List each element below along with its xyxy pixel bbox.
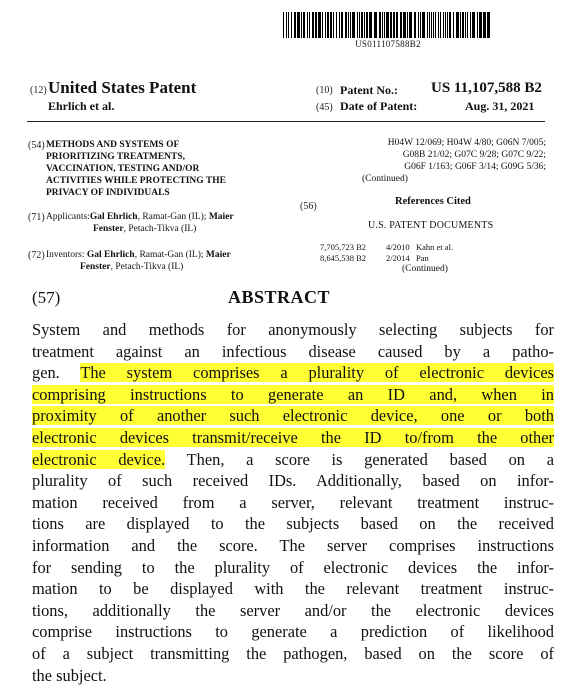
barcode-bar xyxy=(407,12,408,38)
barcode-bar xyxy=(309,12,310,38)
barcode-bar xyxy=(409,12,412,38)
ref-name: Kahn et al. xyxy=(416,242,454,252)
applicant-location: , Petach-Tikva (IL) xyxy=(123,224,197,234)
abstract-line xyxy=(32,449,554,471)
title-line: METHODS AND SYSTEMS OF xyxy=(46,140,180,150)
barcode-bar xyxy=(366,12,368,38)
barcode-bar xyxy=(294,12,296,38)
barcode-bar xyxy=(431,12,432,38)
barcode-bar xyxy=(330,12,332,38)
barcode-bar xyxy=(312,12,314,38)
barcode-bar xyxy=(443,12,444,38)
abstract-text-segment: mation received from a server, relevant treatment instruc- xyxy=(32,492,554,512)
applicants-label: Applicants: xyxy=(46,212,90,222)
abstract-line xyxy=(32,535,554,557)
applicant-location: , Ramat-Gan (IL); xyxy=(137,212,209,222)
barcode-bar xyxy=(350,12,351,38)
barcode-bar xyxy=(357,12,358,38)
barcode-bar xyxy=(487,12,490,38)
abstract-line xyxy=(32,557,554,579)
reference-row xyxy=(320,253,453,264)
barcode-bar xyxy=(479,12,482,38)
barcode-bar xyxy=(288,12,289,38)
barcode-bar xyxy=(364,12,365,38)
highlighted-text: proximity of another such electronic device, one or both xyxy=(32,406,554,426)
barcode-bar xyxy=(447,12,448,38)
abstract-line xyxy=(32,513,554,535)
class-line: G08B 21/02; G07C 9/28; G07C 9/22; xyxy=(402,150,546,160)
title-line: PRIVACY OF INDIVIDUALS xyxy=(46,188,170,198)
barcode-bar xyxy=(301,12,302,38)
inventor-location: , Ramat-Gan (IL); xyxy=(134,250,206,260)
code-57: (57) xyxy=(32,288,61,307)
code-72: (72) xyxy=(28,250,45,261)
abstract-text-segment: Then, a score is generated based on a xyxy=(165,449,555,469)
barcode-bar xyxy=(348,12,349,38)
barcode-bar xyxy=(345,12,347,38)
inventor-name: Fenster xyxy=(80,262,111,272)
barcode-bar xyxy=(297,12,300,38)
abstract-text-segment: for sending to the plurality of electronic devices the infor- xyxy=(32,557,554,577)
barcode-bar xyxy=(359,12,360,38)
barcode xyxy=(283,12,493,38)
barcode-bar xyxy=(465,12,466,38)
barcode-bar xyxy=(339,12,340,38)
abstract-text-segment: gen. xyxy=(32,363,81,383)
barcode-bar xyxy=(341,12,343,38)
inventors-label: Inventors: xyxy=(46,250,85,260)
barcode-bar xyxy=(291,12,292,38)
abstract-text-segment: tions are displayed to the subjects based on the received xyxy=(32,514,554,534)
abstract-line xyxy=(32,470,554,492)
barcode-bar xyxy=(470,12,471,38)
barcode-bar xyxy=(483,12,486,38)
barcode-bar xyxy=(433,12,434,38)
patent-date: Aug. 31, 2021 xyxy=(465,99,535,113)
barcode-bar xyxy=(460,12,461,38)
patent-title xyxy=(46,139,261,199)
abstract-body xyxy=(32,319,554,686)
abstract-text-segment: plurality of such received IDs. Additionally, based on infor- xyxy=(32,471,554,491)
ref-date: 4/2010 xyxy=(386,242,410,252)
class-line: H04W 12/069; H04W 4/80; G06N 7/005; xyxy=(387,138,546,148)
header-rule xyxy=(27,121,545,122)
barcode-bar xyxy=(318,12,321,38)
abstract-text-segment: the subject. xyxy=(32,665,107,685)
abstract-line xyxy=(32,578,554,600)
code-54: (54) xyxy=(28,140,45,151)
barcode-bar xyxy=(467,12,468,38)
abstract-line xyxy=(32,405,554,427)
barcode-bar xyxy=(384,12,385,38)
abstract-line xyxy=(32,665,554,687)
barcode-bar xyxy=(400,12,402,38)
patent-number: US 11,107,588 B2 xyxy=(431,80,542,96)
barcode-bar xyxy=(390,12,392,38)
abstract-text-segment: tions, additionally the server and/or the electronic devices xyxy=(32,600,554,620)
class-continued: (Continued) xyxy=(362,174,408,184)
title-line: VACCINATION, TESTING AND/OR xyxy=(46,164,200,174)
barcode-bar xyxy=(393,12,395,38)
barcode-bar xyxy=(374,12,377,38)
barcode-bar xyxy=(438,12,439,38)
barcode-bar xyxy=(325,12,326,38)
references-title: References Cited xyxy=(395,196,471,207)
abstract-text-segment: comprise instructions to generate a prediction of likelihood xyxy=(32,622,554,642)
barcode-bar xyxy=(336,12,337,38)
abstract-text-segment: information and the score. The server comprises instructions xyxy=(32,535,554,555)
barcode-bar xyxy=(333,12,334,38)
inventor-short: Ehrlich et al. xyxy=(48,99,115,113)
patent-no-label: Patent No.: xyxy=(340,83,398,97)
barcode-bar xyxy=(449,12,451,38)
barcode-bar xyxy=(283,12,284,38)
abstract-title: ABSTRACT xyxy=(228,287,331,307)
barcode-bar xyxy=(307,12,308,38)
code-10: (10) xyxy=(316,85,333,96)
barcode-bar xyxy=(286,12,287,38)
abstract-line xyxy=(32,319,554,341)
barcode-bar xyxy=(361,12,363,38)
barcode-bar xyxy=(315,12,317,38)
applicant-name: Maier xyxy=(208,212,234,222)
abstract-line xyxy=(32,362,554,384)
code-71: (71) xyxy=(28,212,45,223)
barcode-bar xyxy=(440,12,441,38)
barcode-bar xyxy=(427,12,428,38)
highlighted-text: electronic device. xyxy=(32,449,166,469)
abstract-line xyxy=(32,384,554,406)
title-line: ACTIVITIES WHILE PROTECTING THE xyxy=(46,176,226,186)
inventor-name: Maier xyxy=(205,250,231,260)
barcode-bar xyxy=(477,12,478,38)
barcode-bar xyxy=(403,12,406,38)
ref-name: Pan xyxy=(416,252,429,263)
barcode-bar xyxy=(456,12,459,38)
abstract-line xyxy=(32,492,554,514)
code-56: (56) xyxy=(300,201,317,212)
highlighted-text: The system comprises a plurality of electronic devices xyxy=(80,363,554,383)
highlighted-text: electronic devices transmit/receive the ID to/from the other xyxy=(32,427,554,447)
us-docs-title: U.S. PATENT DOCUMENTS xyxy=(368,220,494,231)
barcode-bar xyxy=(352,12,355,38)
abstract-line xyxy=(32,621,554,643)
code-12: (12) xyxy=(30,85,47,96)
ref-number: 7,705,723 B2 xyxy=(320,242,367,252)
barcode-bar xyxy=(386,12,389,38)
barcode-bar xyxy=(435,12,436,38)
references-continued: (Continued) xyxy=(402,264,448,274)
abstract-text-segment: mation to be displayed with the relevant treatment instruc- xyxy=(32,579,554,599)
barcode-bar xyxy=(462,12,464,38)
abstract-text-segment: System and methods for anonymously selecting subjects for xyxy=(32,320,554,339)
abstract-line xyxy=(32,600,554,622)
abstract-text-segment: of a subject transmitting the pathogen, based on the score of xyxy=(32,643,554,663)
applicant-name: Fenster xyxy=(93,224,124,234)
barcode-bar xyxy=(422,12,425,38)
inventor-name: Gal Ehrlich xyxy=(86,250,135,260)
barcode-bar xyxy=(429,12,430,38)
inventors xyxy=(46,249,286,273)
applicants xyxy=(46,211,286,235)
code-45: (45) xyxy=(316,102,333,113)
barcode-bar xyxy=(322,12,323,38)
inventor-location: , Petach-Tikva (IL) xyxy=(110,262,184,272)
barcode-bar xyxy=(396,12,398,38)
barcode-bar xyxy=(382,12,383,38)
references-list xyxy=(320,242,453,263)
classification xyxy=(362,137,546,185)
barcode-bar xyxy=(303,12,305,38)
abstract-line xyxy=(32,341,554,363)
barcode-bar xyxy=(472,12,475,38)
barcode-bar xyxy=(369,12,372,38)
ref-number: 8,645,538 B2 xyxy=(320,252,367,263)
ref-date: 2/2014 xyxy=(386,252,410,263)
barcode-bar xyxy=(327,12,329,38)
abstract-line xyxy=(32,643,554,665)
patent-type: United States Patent xyxy=(48,78,197,97)
reference-row xyxy=(320,242,453,253)
barcode-bar xyxy=(414,12,416,38)
highlighted-text: comprising instructions to generate an ID and, when in xyxy=(32,384,554,404)
class-line: G06F 1/163; G06F 3/14; G09G 5/36; xyxy=(404,162,546,172)
applicant-name: Gal Ehrlich xyxy=(89,212,138,222)
barcode-bar xyxy=(418,12,419,38)
abstract-text-segment: treatment against an infectious disease caused by a patho- xyxy=(32,341,554,361)
barcode-number: US011107588B2 xyxy=(355,39,421,49)
date-label: Date of Patent: xyxy=(340,99,418,113)
barcode-bar xyxy=(453,12,454,38)
abstract-line xyxy=(32,427,554,449)
barcode-bar xyxy=(445,12,446,38)
barcode-bar xyxy=(379,12,381,38)
title-line: PRIORITIZING TREATMENTS, xyxy=(46,152,186,162)
barcode-bar xyxy=(420,12,421,38)
